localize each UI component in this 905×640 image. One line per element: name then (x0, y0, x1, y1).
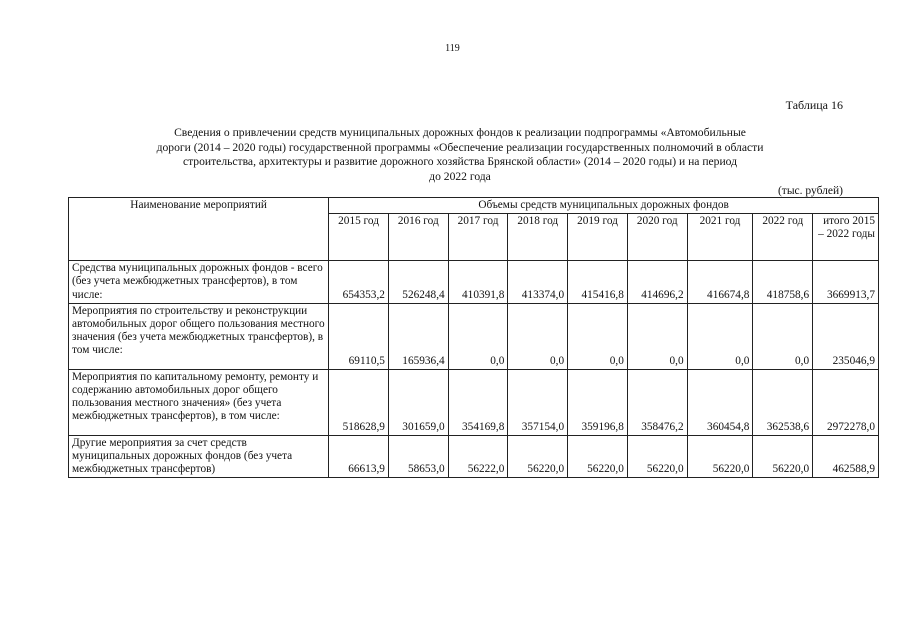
row-name: Мероприятия по строительству и реконструкции автомобильных дорог общего пользования местного значения (без учета межбюджетных трансфертов), в том числе: (69, 303, 329, 369)
cell-value: 3669913,7 (813, 261, 879, 304)
cell-value: 357154,0 (508, 369, 568, 435)
cell-value: 56222,0 (448, 435, 508, 478)
header-group: Объемы средств муниципальных дорожных фондов (329, 198, 879, 214)
table-row (69, 303, 879, 369)
cell-value: 66613,9 (329, 435, 389, 478)
row-name: Другие мероприятия за счет средств муниципальных дорожных фондов (без учета межбюджетных трансфертов) (69, 435, 329, 478)
year-2019: 2019 год (568, 214, 628, 261)
year-2020: 2020 год (627, 214, 687, 261)
title-line: дороги (2014 – 2020 годы) государственной программы «Обеспечение реализации государственных полномочий в области (156, 140, 764, 154)
cell-value: 526248,4 (388, 261, 448, 304)
cell-value: 362538,6 (753, 369, 813, 435)
cell-value: 56220,0 (627, 435, 687, 478)
cell-value: 414696,2 (627, 261, 687, 304)
cell-value: 56220,0 (508, 435, 568, 478)
cell-value: 354169,8 (448, 369, 508, 435)
cell-value: 2972278,0 (813, 369, 879, 435)
title-line: строительства, архитектуры и развитие дорожного хозяйства Брянской области» (2014 – 2020 годы) и на период (182, 155, 738, 168)
cell-value: 413374,0 (508, 261, 568, 304)
funding-table (68, 197, 879, 478)
table-label: Таблица 16 (785, 98, 843, 112)
cell-value: 0,0 (627, 303, 687, 369)
cell-value: 418758,6 (753, 261, 813, 304)
page-number: 119 (445, 43, 460, 54)
cell-value: 56220,0 (568, 435, 628, 478)
year-2018: 2018 год (508, 214, 568, 261)
header-row (69, 198, 879, 214)
cell-value: 69110,5 (329, 303, 389, 369)
cell-value: 359196,8 (568, 369, 628, 435)
cell-value: 56220,0 (687, 435, 753, 478)
cell-value: 654353,2 (329, 261, 389, 304)
table-row (69, 261, 879, 304)
cell-value: 462588,9 (813, 435, 879, 478)
cell-value: 56220,0 (753, 435, 813, 478)
cell-value: 415416,8 (568, 261, 628, 304)
row-name: Мероприятия по капитальному ремонту, ремонту и содержанию автомобильных дорог общего пользования местного значения» (без учета межбюджетных трансфертов), в том числе: (69, 369, 329, 435)
year-2015: 2015 год (329, 214, 389, 261)
cell-value: 416674,8 (687, 261, 753, 304)
cell-value: 0,0 (448, 303, 508, 369)
year-2017: 2017 год (448, 214, 508, 261)
row-name: Средства муниципальных дорожных фондов - всего (без учета межбюджетных трансфертов), в том числе: (69, 261, 329, 304)
header-name: Наименование мероприятий (69, 198, 329, 261)
cell-value: 0,0 (568, 303, 628, 369)
year-2022: 2022 год (753, 214, 813, 261)
cell-value: 165936,4 (388, 303, 448, 369)
cell-value: 301659,0 (388, 369, 448, 435)
document-title (120, 126, 800, 184)
cell-value: 235046,9 (813, 303, 879, 369)
cell-value: 58653,0 (388, 435, 448, 478)
cell-value: 0,0 (687, 303, 753, 369)
cell-value: 410391,8 (448, 261, 508, 304)
year-2021: 2021 год (687, 214, 753, 261)
cell-value: 360454,8 (687, 369, 753, 435)
cell-value: 0,0 (508, 303, 568, 369)
cell-value: 518628,9 (329, 369, 389, 435)
cell-value: 358476,2 (627, 369, 687, 435)
year-2016: 2016 год (388, 214, 448, 261)
table-row (69, 435, 879, 478)
units-label: (тыс. рублей) (777, 185, 843, 197)
year-total: итого 2015 – 2022 годы (813, 214, 879, 261)
title-line: Сведения о привлечении средств муниципальных дорожных фондов к реализации подпрограммы «Автомобильные (174, 126, 746, 139)
cell-value: 0,0 (753, 303, 813, 369)
title-line: до 2022 года (429, 169, 491, 183)
table-row (69, 369, 879, 435)
